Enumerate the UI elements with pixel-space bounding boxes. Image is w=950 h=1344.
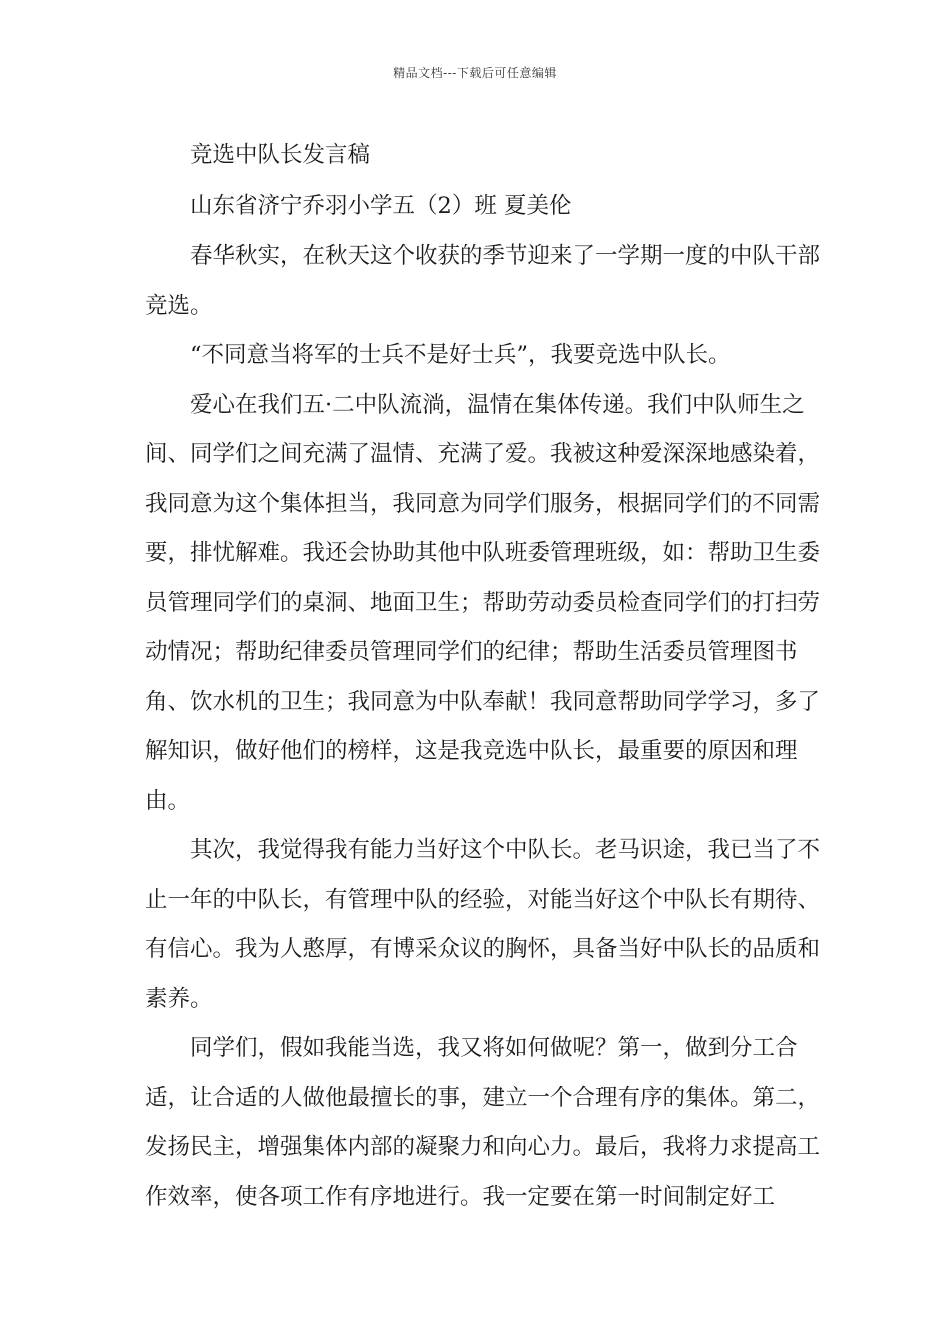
author-line: 山东省济宁乔羽小学五（2）班 夏美伦 — [190, 192, 572, 219]
paragraph-5: 同学们，假如我能当选，我又将如何做呢？第一，做到分工合适，让合适的人做他最擅长的事，建立一个合理有序的集体。第二，发扬民主，增强集体内部的凝聚力和向心力。最后，我将力求提高工作效率，使各项工作有序地进行。我一定要在第一时间制定好工 — [145, 1035, 821, 1210]
paragraph-2: “不同意当将军的士兵不是好士兵”，我要竞选中队长。 — [190, 342, 731, 368]
page-header: 精品文档---下载后可任意编辑 — [393, 66, 557, 80]
paragraph-4: 其次，我觉得我有能力当好这个中队长。老马识途，我已当了不止一年的中队长，有管理中队的经验，对能当好这个中队长有期待、有信心。我为人憨厚，有博采众议的胸怀，具备当好中队长的品质和素养。 — [145, 837, 821, 1012]
document-title: 竞选中队长发言稿 — [190, 142, 371, 168]
document-body — [145, 131, 825, 1222]
paragraph-3: 爱心在我们五·二中队流淌，温情在集体传递。我们中队师生之间、同学们之间充满了温情、充满了爱。我被这种爱深深地感染着，我同意为这个集体担当，我同意为同学们服务，根据同学们的不同需要，排忧解难。我还会协助其他中队班委管理班级，如：帮助卫生委员管理同学们的桌洞、地面卫生；帮助劳动委员检查同学们的打扫劳动情况；帮助纪律委员管理同学们的纪律；帮助生活委员管理图书角、饮水机的卫生；我同意为中队奉献！我同意帮助同学学习，多了解知识，做好他们的榜样，这是我竞选中队长，最重要的原因和理由。 — [145, 391, 821, 814]
paragraph-1: 春华秋实，在秋天这个收获的季节迎来了一学期一度的中队干部竞选。 — [145, 243, 821, 319]
